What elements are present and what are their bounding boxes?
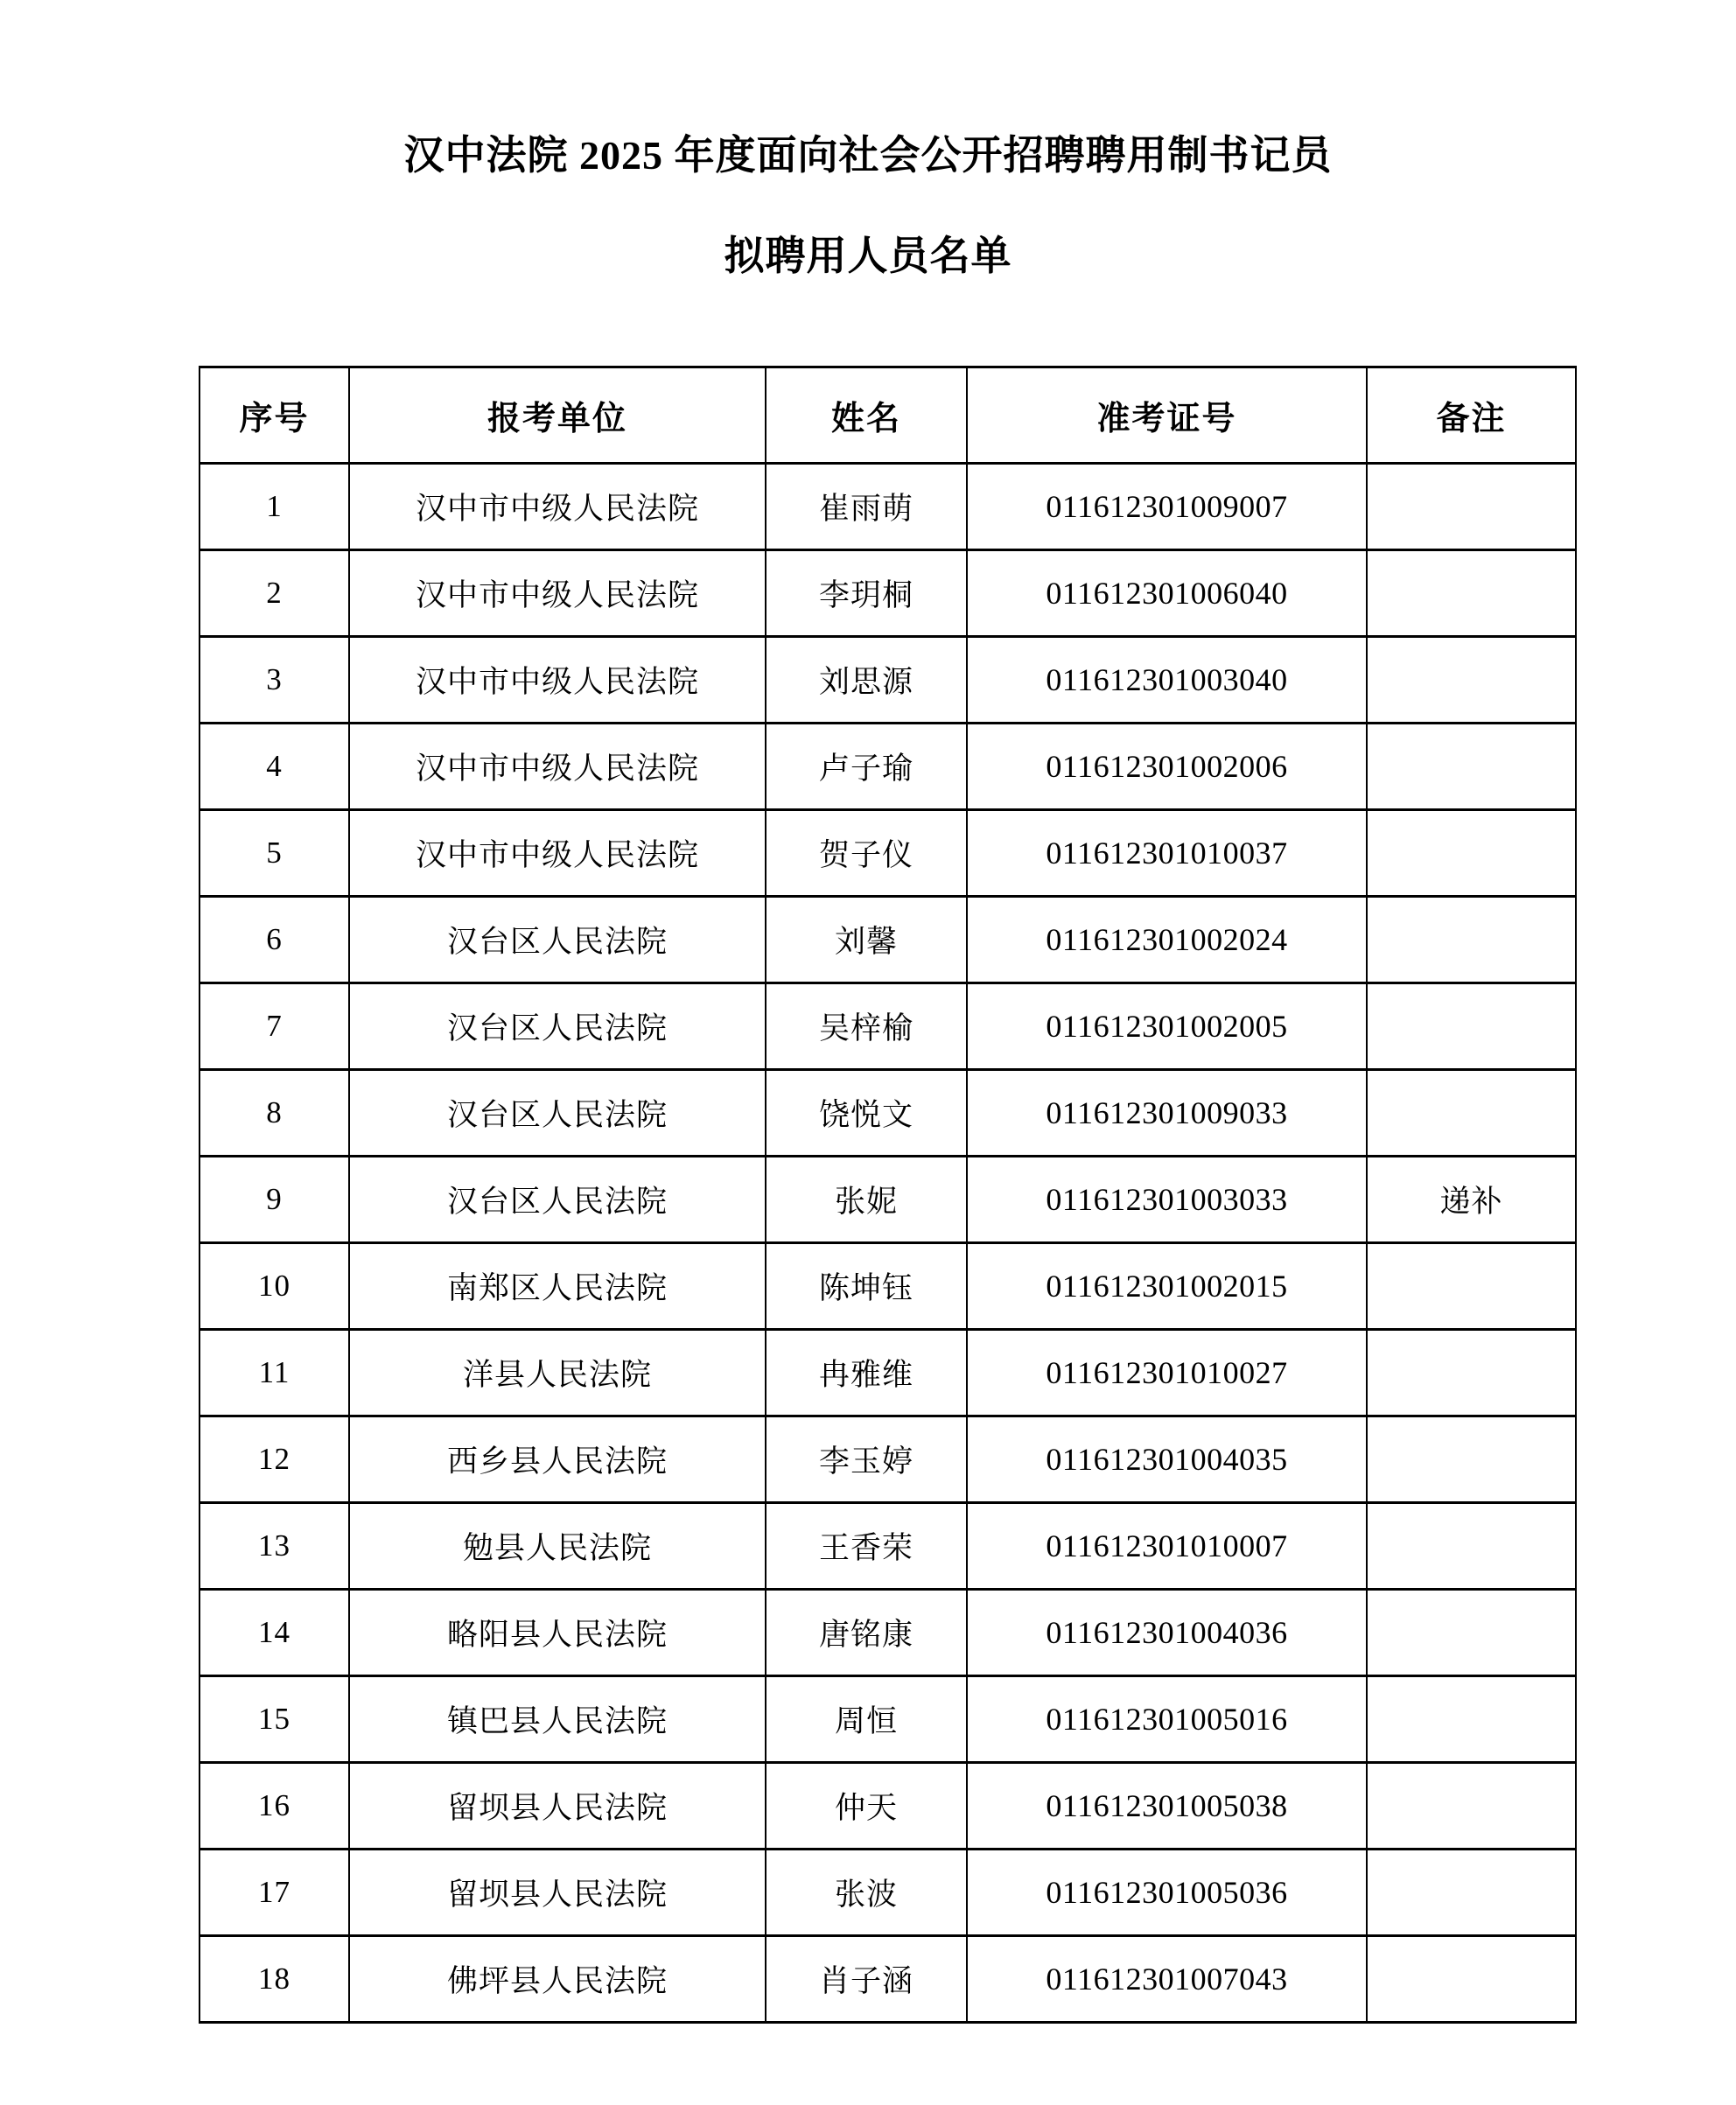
- table-row: [200, 1763, 1576, 1850]
- table-row: [200, 464, 1576, 550]
- cell-name: 陈坤钰: [766, 1243, 967, 1330]
- table-row: [200, 1590, 1576, 1676]
- cell-no: 7: [200, 983, 349, 1070]
- cell-unit: 佛坪县人民法院: [349, 1936, 766, 2023]
- cell-name: 王香荣: [766, 1503, 967, 1590]
- cell-ticket: 011612301010027: [967, 1330, 1367, 1416]
- cell-name: 卢子瑜: [766, 724, 967, 810]
- cell-no: 11: [200, 1330, 349, 1416]
- cell-ticket: 011612301010007: [967, 1503, 1367, 1590]
- table-row: [200, 983, 1576, 1070]
- cell-ticket: 011612301005016: [967, 1676, 1367, 1763]
- cell-note: [1367, 1590, 1576, 1676]
- cell-no: 1: [200, 464, 349, 550]
- table-row: [200, 1243, 1576, 1330]
- cell-note: [1367, 550, 1576, 637]
- cell-name: 肖子涵: [766, 1936, 967, 2023]
- cell-ticket: 011612301004035: [967, 1416, 1367, 1503]
- cell-no: 6: [200, 897, 349, 983]
- table-row: [200, 1157, 1576, 1243]
- cell-unit: 汉台区人民法院: [349, 897, 766, 983]
- document-title-line1: 汉中法院 2025 年度面向社会公开招聘聘用制书记员: [403, 133, 1333, 178]
- column-header-unit: 报考单位: [349, 367, 766, 464]
- cell-ticket: 011612301009007: [967, 464, 1367, 550]
- cell-unit: 南郑区人民法院: [349, 1243, 766, 1330]
- cell-no: 12: [200, 1416, 349, 1503]
- cell-ticket: 011612301002015: [967, 1243, 1367, 1330]
- cell-note: [1367, 1330, 1576, 1416]
- table-row: [200, 1936, 1576, 2023]
- cell-name: 周恒: [766, 1676, 967, 1763]
- table-row: [200, 1330, 1576, 1416]
- cell-ticket: 011612301002024: [967, 897, 1367, 983]
- cell-ticket: 011612301002005: [967, 983, 1367, 1070]
- cell-unit: 汉台区人民法院: [349, 983, 766, 1070]
- cell-name: 刘馨: [766, 897, 967, 983]
- cell-unit: 洋县人民法院: [349, 1330, 766, 1416]
- cell-unit: 汉中市中级人民法院: [349, 464, 766, 550]
- cell-name: 张妮: [766, 1157, 967, 1243]
- table-row: [200, 810, 1576, 897]
- cell-unit: 汉台区人民法院: [349, 1157, 766, 1243]
- cell-name: 冉雅维: [766, 1330, 967, 1416]
- cell-name: 张波: [766, 1850, 967, 1936]
- document-title-line2: 拟聘用人员名单: [724, 234, 1012, 278]
- table-row: [200, 1676, 1576, 1763]
- cell-ticket: 011612301006040: [967, 550, 1367, 637]
- cell-no: 15: [200, 1676, 349, 1763]
- cell-unit: 汉中市中级人民法院: [349, 724, 766, 810]
- cell-note: [1367, 1070, 1576, 1157]
- cell-note: [1367, 1243, 1576, 1330]
- cell-no: 17: [200, 1850, 349, 1936]
- cell-name: 李玥桐: [766, 550, 967, 637]
- cell-note: [1367, 1850, 1576, 1936]
- column-header-note: 备注: [1367, 367, 1576, 464]
- table-row: [200, 897, 1576, 983]
- column-header-name: 姓名: [766, 367, 967, 464]
- cell-name: 吴梓榆: [766, 983, 967, 1070]
- cell-ticket: 011612301009033: [967, 1070, 1367, 1157]
- cell-ticket: 011612301004036: [967, 1590, 1367, 1676]
- table-row: [200, 550, 1576, 637]
- cell-unit: 略阳县人民法院: [349, 1590, 766, 1676]
- table-row: [200, 1416, 1576, 1503]
- cell-note: [1367, 1503, 1576, 1590]
- cell-ticket: 011612301010037: [967, 810, 1367, 897]
- cell-ticket: 011612301005036: [967, 1850, 1367, 1936]
- table-row: [200, 724, 1576, 810]
- cell-name: 李玉婷: [766, 1416, 967, 1503]
- cell-name: 饶悦文: [766, 1070, 967, 1157]
- cell-no: 8: [200, 1070, 349, 1157]
- cell-note: [1367, 1936, 1576, 2023]
- cell-ticket: 011612301007043: [967, 1936, 1367, 2023]
- document-title: [0, 0, 1736, 283]
- cell-name: 仲天: [766, 1763, 967, 1850]
- cell-unit: 汉中市中级人民法院: [349, 550, 766, 637]
- table-body: [200, 464, 1576, 2023]
- cell-no: 3: [200, 637, 349, 724]
- cell-unit: 勉县人民法院: [349, 1503, 766, 1590]
- cell-unit: 镇巴县人民法院: [349, 1676, 766, 1763]
- cell-name: 唐铭康: [766, 1590, 967, 1676]
- cell-name: 刘思源: [766, 637, 967, 724]
- cell-note: [1367, 637, 1576, 724]
- cell-ticket: 011612301003040: [967, 637, 1367, 724]
- cell-note: [1367, 897, 1576, 983]
- cell-no: 5: [200, 810, 349, 897]
- table-header-row: [200, 367, 1576, 464]
- cell-note: [1367, 810, 1576, 897]
- cell-name: 贺子仪: [766, 810, 967, 897]
- hiring-roster-table: [199, 366, 1577, 2024]
- cell-unit: 留坝县人民法院: [349, 1763, 766, 1850]
- cell-ticket: 011612301003033: [967, 1157, 1367, 1243]
- cell-no: 2: [200, 550, 349, 637]
- cell-note: [1367, 1763, 1576, 1850]
- cell-note: [1367, 1676, 1576, 1763]
- table-row: [200, 1503, 1576, 1590]
- cell-no: 10: [200, 1243, 349, 1330]
- cell-unit: 汉中市中级人民法院: [349, 810, 766, 897]
- cell-name: 崔雨萌: [766, 464, 967, 550]
- table-row: [200, 1850, 1576, 1936]
- table-row: [200, 637, 1576, 724]
- cell-ticket: 011612301002006: [967, 724, 1367, 810]
- cell-note: [1367, 724, 1576, 810]
- cell-no: 9: [200, 1157, 349, 1243]
- table-row: [200, 1070, 1576, 1157]
- cell-note: [1367, 464, 1576, 550]
- cell-no: 13: [200, 1503, 349, 1590]
- cell-unit: 汉台区人民法院: [349, 1070, 766, 1157]
- cell-ticket: 011612301005038: [967, 1763, 1367, 1850]
- cell-no: 14: [200, 1590, 349, 1676]
- cell-note: [1367, 983, 1576, 1070]
- column-header-ticket: 准考证号: [967, 367, 1367, 464]
- cell-no: 4: [200, 724, 349, 810]
- cell-unit: 汉中市中级人民法院: [349, 637, 766, 724]
- cell-no: 18: [200, 1936, 349, 2023]
- cell-note: 递补: [1367, 1157, 1576, 1243]
- cell-unit: 西乡县人民法院: [349, 1416, 766, 1503]
- column-header-no: 序号: [200, 367, 349, 464]
- cell-no: 16: [200, 1763, 349, 1850]
- cell-unit: 留坝县人民法院: [349, 1850, 766, 1936]
- cell-note: [1367, 1416, 1576, 1503]
